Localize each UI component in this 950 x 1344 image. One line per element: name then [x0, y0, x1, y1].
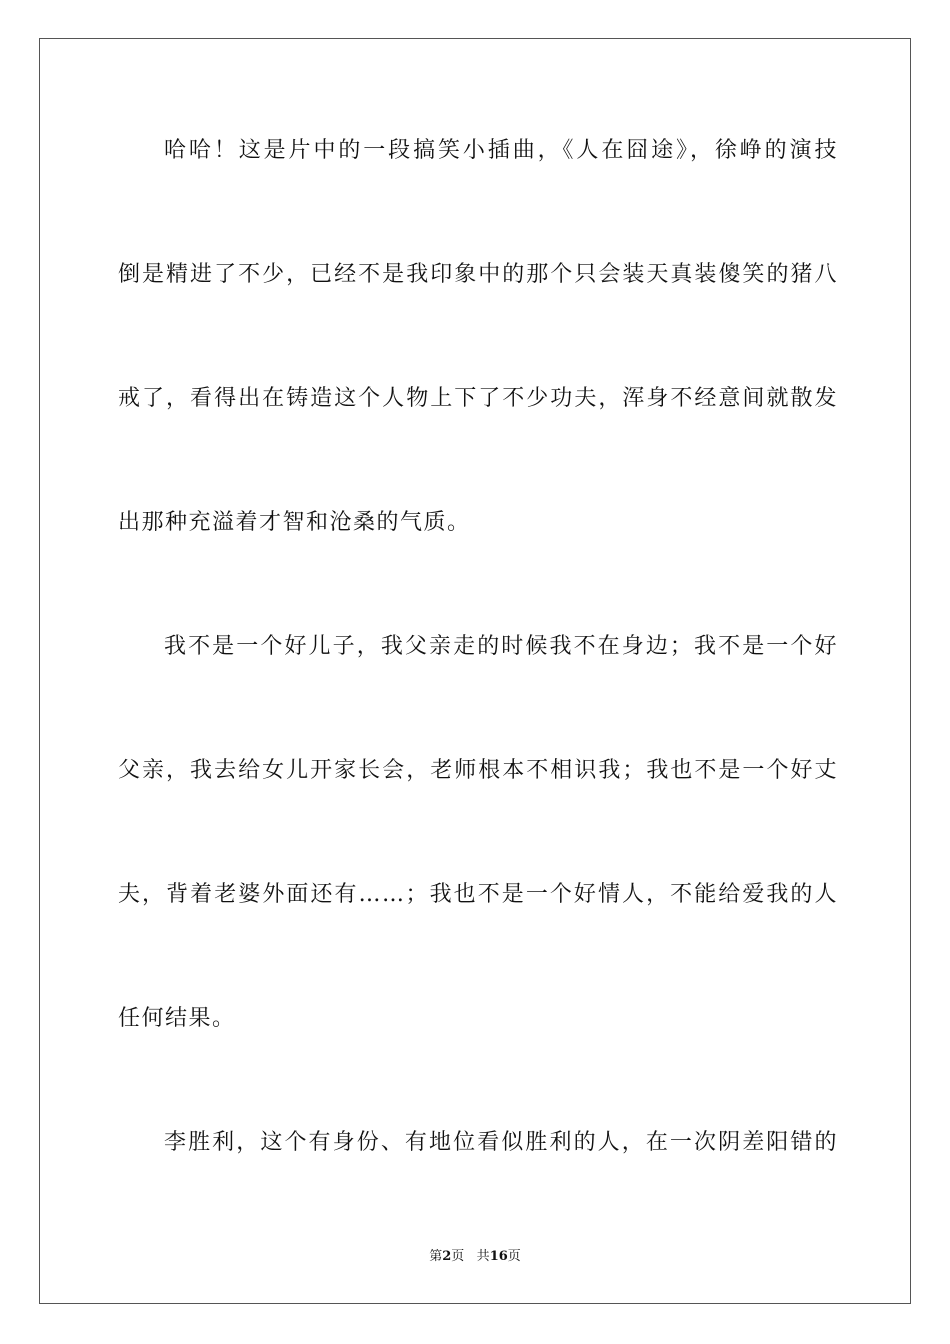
text-line: 哈哈！这是片中的一段搞笑小插曲，《人在囧途》，徐峥的演技 [164, 138, 838, 163]
page-border [39, 38, 911, 1304]
page-number: 2 [442, 1249, 452, 1264]
page-suffix: 页 [451, 1249, 465, 1264]
page-prefix: 第 [429, 1249, 443, 1264]
text-line: 夫，背着老婆外面还有……；我也不是一个好情人，不能给爱我的人 [118, 882, 838, 907]
text-line: 任何结果。 [118, 1006, 236, 1031]
text-line: 出那种充溢着才智和沧桑的气质。 [118, 510, 471, 535]
text-line: 父亲，我去给女儿开家长会，老师根本不相识我；我也不是一个好丈 [118, 758, 838, 783]
total-pages: 16 [489, 1249, 508, 1264]
text-line: 我不是一个好儿子，我父亲走的时候我不在身边；我不是一个好 [164, 634, 838, 659]
page-footer [0, 1248, 950, 1266]
total-prefix: 共 [476, 1249, 490, 1264]
text-line: 戒了，看得出在铸造这个人物上下了不少功夫，浑身不经意间就散发 [118, 386, 838, 411]
text-line: 李胜利，这个有身份、有地位看似胜利的人，在一次阴差阳错的 [164, 1130, 838, 1155]
total-suffix: 页 [507, 1249, 521, 1264]
text-line: 倒是精进了不少，已经不是我印象中的那个只会装天真装傻笑的猪八 [118, 262, 838, 287]
